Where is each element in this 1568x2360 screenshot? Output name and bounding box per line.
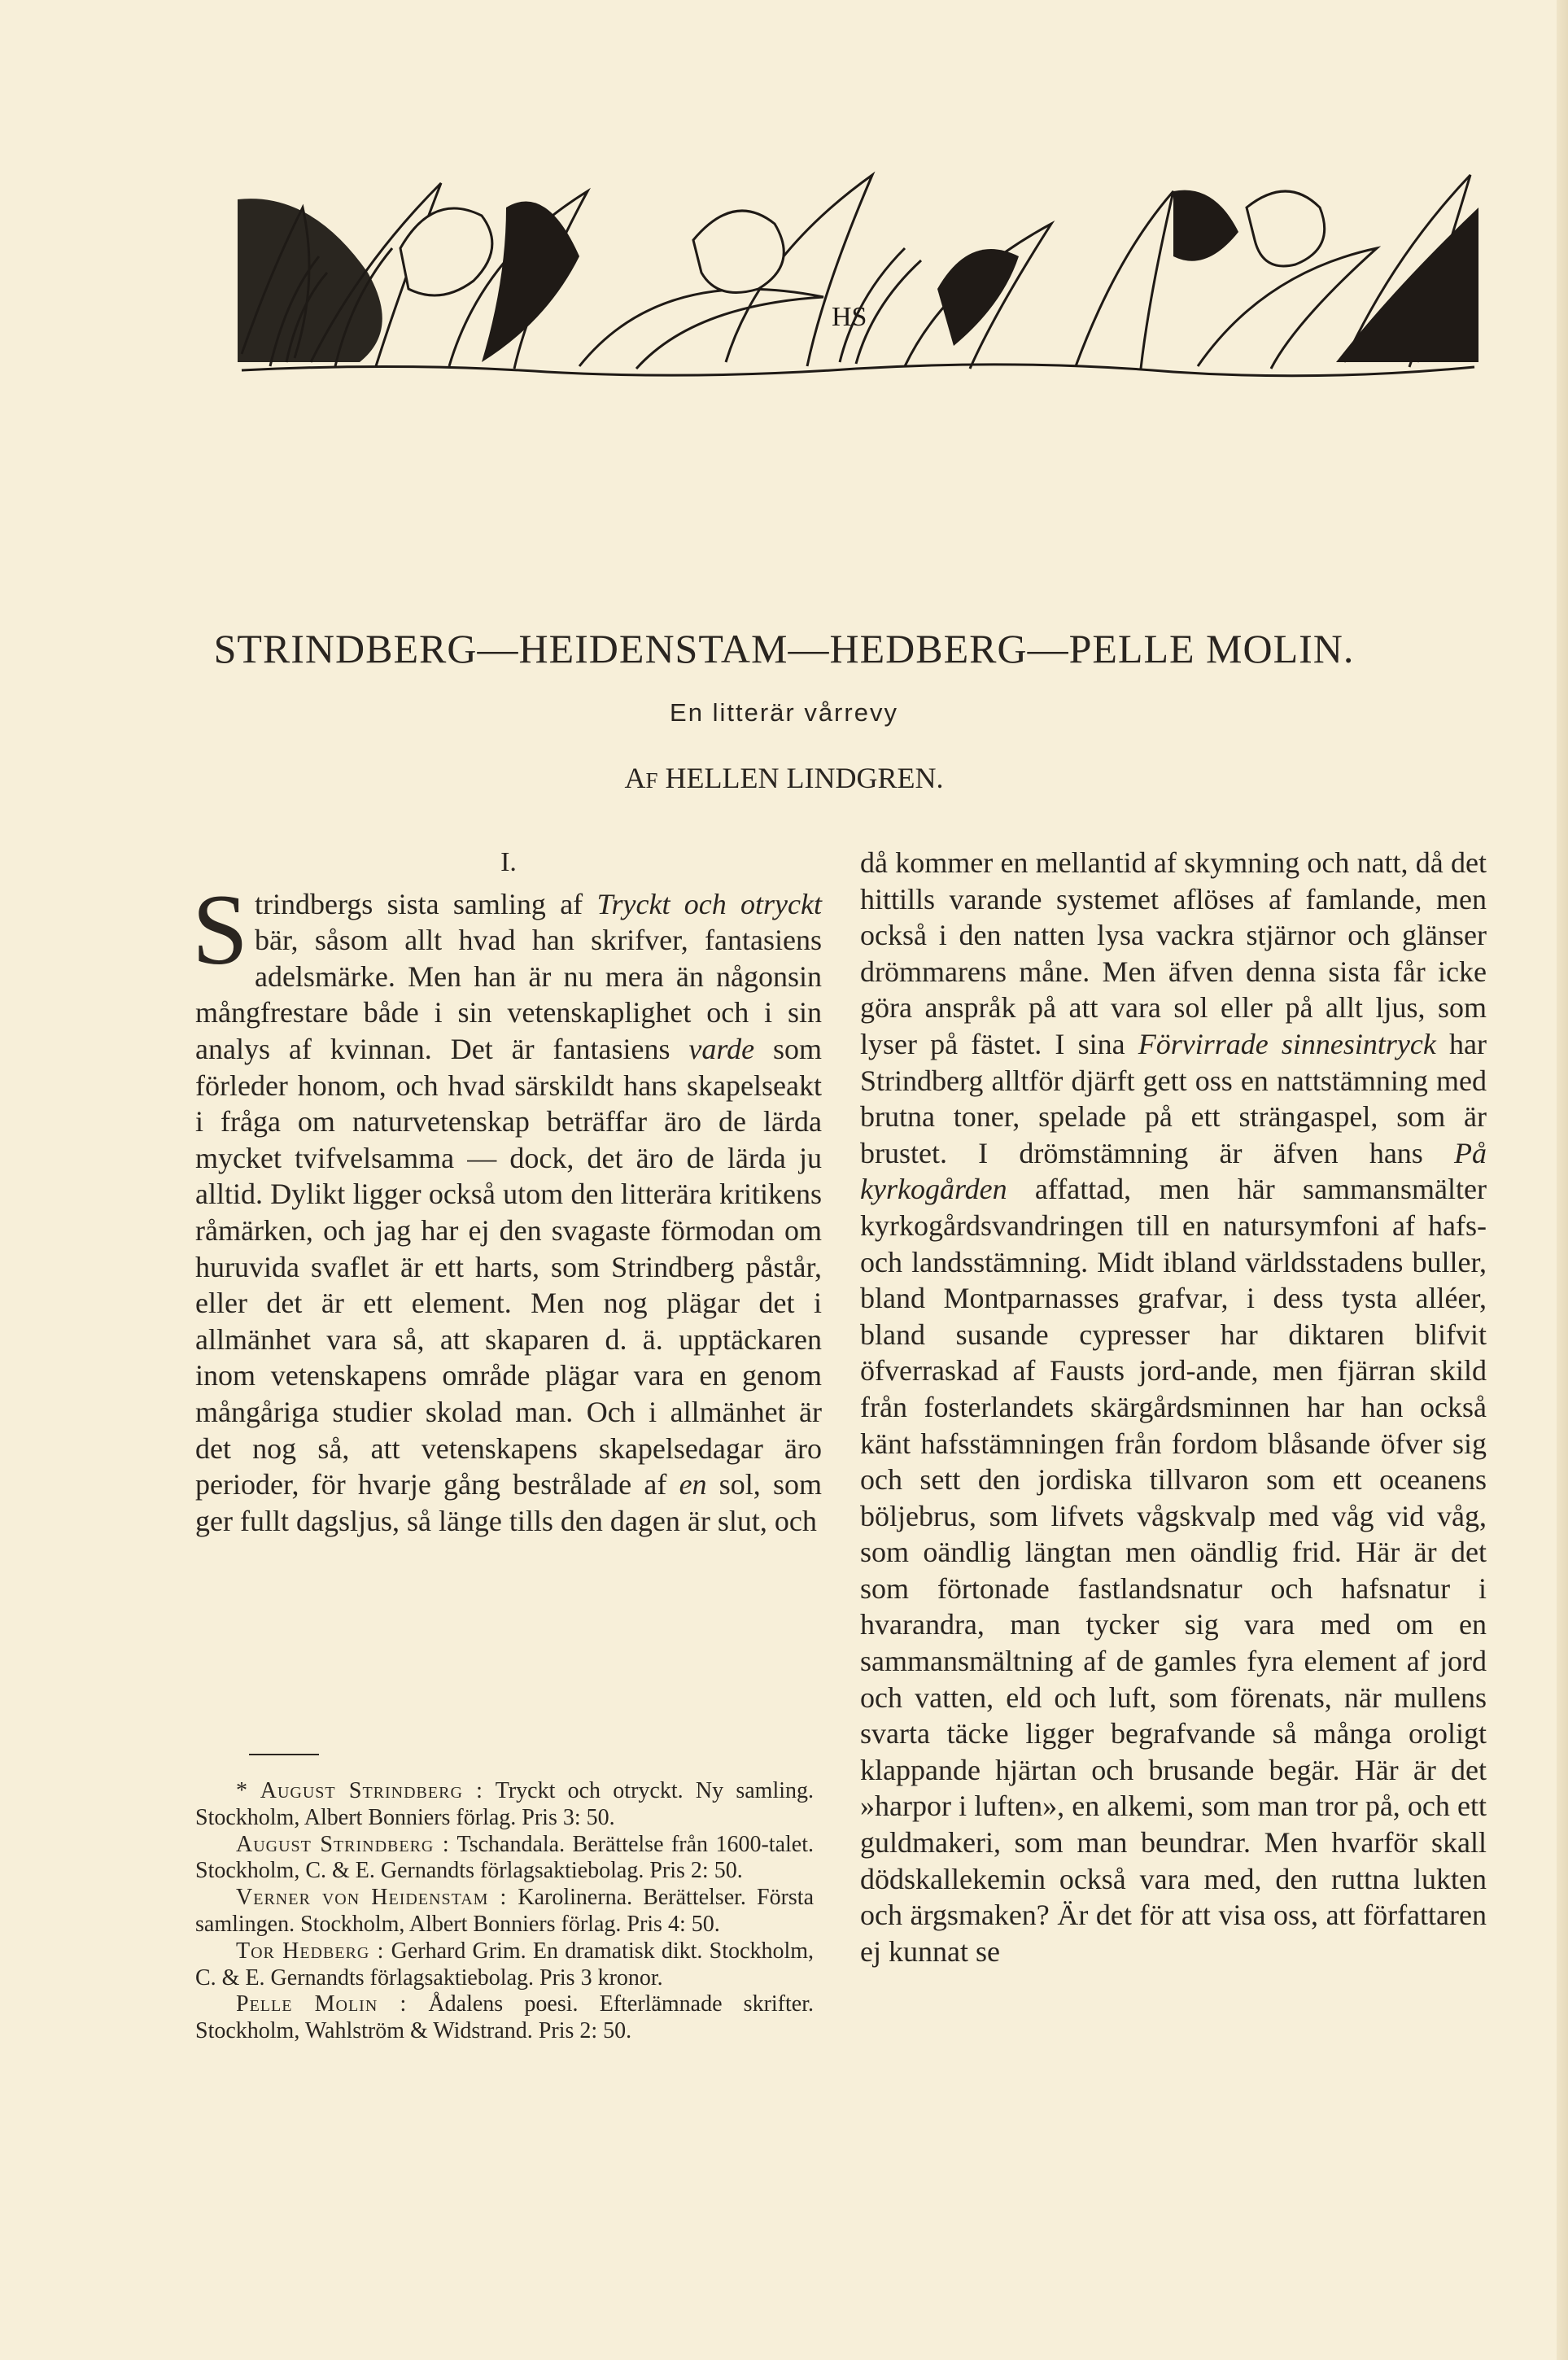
footnote [195,1938,814,1992]
footnote-author: Tor Hedberg : [236,1938,385,1964]
text-run: trindbergs sista samling af [254,887,597,920]
right-column [860,845,1487,1969]
byline-prefix-small: F [645,768,658,793]
footnote-author: * August Strindberg : [236,1778,483,1803]
footnote-rule [249,1754,319,1755]
footnote-text: Ådalens poesi. Efterlämnade skrifter. Stockholm, Wahlström & Widstrand. Pris 2: 50. [195,1991,814,2044]
iris-vignette-illustration [238,159,1478,395]
footnote-text: Karolinerna. Berättelser. Första samlingen. Stockholm, Albert Bonniers förlag. Pris 4: 50. [195,1885,814,1937]
monogram [832,302,867,332]
text-run: som förleder honom, och hvad särskildt hans skapelseakt i fråga om naturvetenskap beträffar äro de lärda mycket tvifvelsamma — dock, det äro de lärda ju alltid. Dylikt ligger också utom den litterära kritikens råmärken, och jag har ej den svagaste förmodan om huruvida svaflet är ett harts, som Strindberg påstår, eller det är ett element. Men nog plägar det i allmänhet vara så, att skaparen d. ä. upptäckaren inom vetenskapens område plägar vara en genom mångåriga studier skolad man. Och i allmänhet är det nog så, att vetenskapens skapelsedagar äro perioder, för hvarje gång bestrålade af [195,1032,823,1501]
text-run: bär, såsom allt hvad han skrifver, fantasiens adelsmärke. Men han är nu mera än någonsin mångfrestare både i sin vetenskaplighet och i sin analys af kvinnan. Det är fantasiens [195,924,822,1065]
right-body-text [860,846,1487,1968]
italic-title: Förvirrade sinnesintryck [1138,1027,1436,1060]
article-title: STRINDBERG—HEIDENSTAM—HEDBERG—PELLE MOLIN. [213,626,1355,671]
footnote-author: Pelle Molin : [236,1991,408,2017]
svg-text:HS: HS [832,302,867,332]
italic-title: Tryckt och otryckt [596,887,822,920]
drop-cap: S [192,873,248,986]
footnote-text: Gerhard Grim. En dramatisk dikt. Stockholm, C. & E. Gernandts förlagsaktiebolag. Pris 3 kronor. [195,1938,814,1991]
footnote-author: Verner von Heidenstam : [236,1885,508,1911]
left-body-text [195,888,822,1537]
text-run: sol, som ger fullt dagsljus, så länge tills den dagen är slut, och [195,1468,822,1537]
footnotes [195,1778,814,2045]
byline [0,761,1568,795]
left-paragraph [192,873,823,1540]
text-run: affattad, men här sammansmälter kyrkogårdsvandringen till en natursymfoni af hafs- och landsstämning. Midt ibland världsstadens buller, bland Montparnasses grafvar, i dess tysta alléer, bland susande cypresser har diktaren blifvit öfverraskad af Fausts jord-ande, men fjärran skild från fosterlandets skärgårdsminnen har han också känt hafsstämningen från fordom blåsande öfver sig och sett den jordiska tillvaron som ett oceanens böljebrus, som lifvets vågskvalp med våg vid våg, som oändlig längtan men oändlig frid. Här är det som förtonade fastlandsnatur och hafsnatur i hvarandra, man tycker sig vara med om en sammansmältning af de gamles fyra element af jord och vatten, eld och luft, som förenats, när mullens svarta täcke ligger begrafvande så många oroligt klappande hjärtan och brusande begär. Här är det »harpor i luften», en alkemi, som man tror på, och ett guldmakeri, som man beundrar. Men hvarför skall dödskallekemin också vara med, den ruttna lukten och ärgsmaken? Är det för att visa oss, att författaren ej kunnat se [860,1173,1487,1968]
footnote [195,1832,814,1886]
byline-prefix: A [624,762,646,794]
text-run: har Strindberg alltför djärft gett oss en nattstämning med brutna toner, spelade på ett strängaspel, som är brustet. I drömstämning är äfven hans [860,1027,1487,1169]
footnote [195,1991,814,2045]
byline-author: HELLEN LINDGREN. [665,762,944,794]
footnote-text: Tryckt och otryckt. Ny samling. Stockholm, Albert Bonniers förlag. Pris 3: 50. [195,1778,815,1830]
italic-title: På kyrkogården [860,1136,1487,1206]
italic-title: en [679,1468,707,1501]
footnote-text: Tschandala. Berättelse från 1600-talet. Stockholm, C. & E. Gernandts förlagsaktiebolag. Pris 2: 50. [195,1831,815,1884]
text-run: då kommer en mellantid af skymning och natt, då det hittills varande systemet aflöses af famlande, men också i den natten lysa vackra stjärnor och glänser drömmarens måne. Men äfven denna sista får icke göra anspråk på att vara sol eller på allt ljus, som lyser på fästet. I sina [860,846,1487,1060]
italic-title: varde [688,1032,755,1065]
footnote [195,1778,814,1832]
page-edge [1557,0,1568,2360]
footnote-author: August Strindberg : [236,1831,450,1857]
left-column [192,845,823,1539]
section-number: I. [500,847,517,877]
right-paragraph [860,845,1487,1969]
article-subtitle: En litterär vårrevy [670,698,898,727]
footnote [195,1885,814,1938]
